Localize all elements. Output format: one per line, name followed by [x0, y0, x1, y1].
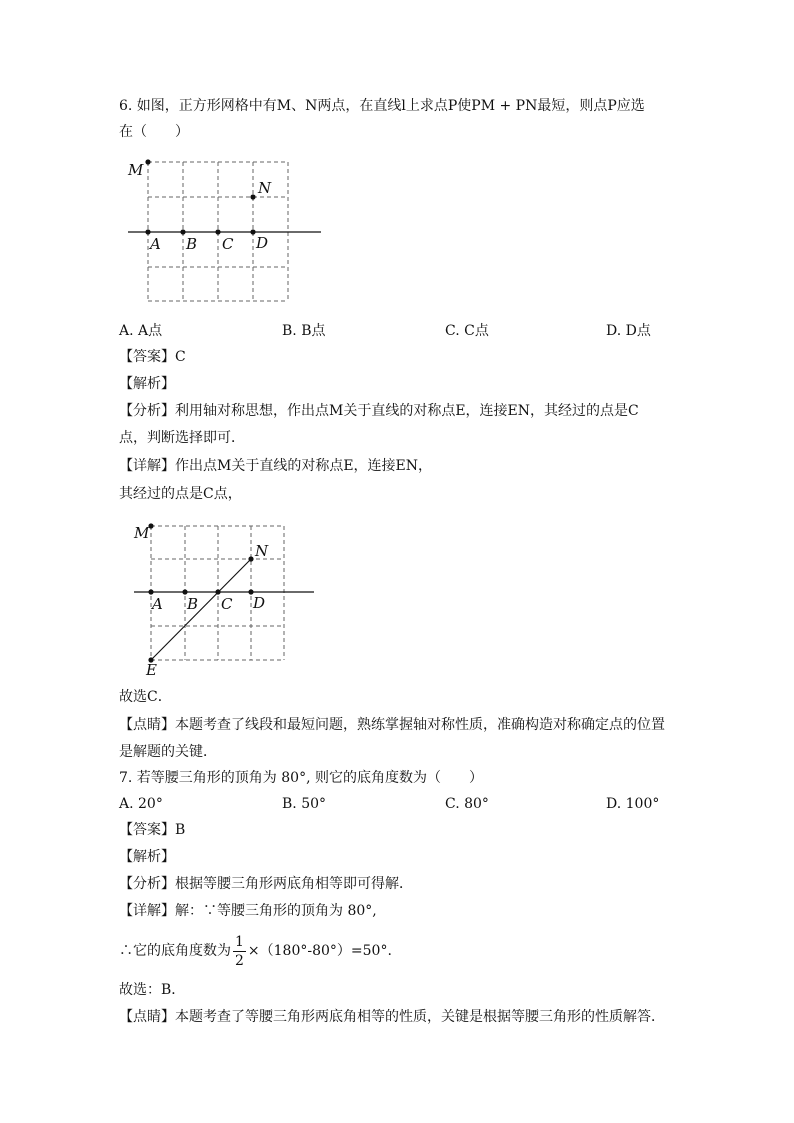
q6-dianjing-line1: 【点睛】本题考查了线段和最短问题，熟练掌握轴对称性质，准确构造对称确定点的位置	[119, 717, 665, 733]
fraction-denominator: 2	[235, 952, 244, 969]
point-c	[215, 229, 220, 234]
fraction-one-half	[233, 933, 246, 970]
q7-conclusion: 故选：B．	[119, 982, 186, 998]
q6-option-a: A. A点	[119, 323, 163, 339]
q6-stem-line2: 在（ ）	[119, 124, 189, 140]
q7-fenxi: 【分析】根据等腰三角形两底角相等即可得解．	[119, 876, 413, 892]
q7-xiangjie-prefix: ∴它的底角度数为	[119, 943, 231, 959]
point-n	[250, 194, 255, 199]
label-d: D	[253, 594, 266, 612]
label-n: N	[255, 542, 269, 560]
point-b	[182, 589, 187, 594]
point-a	[148, 589, 153, 594]
q6-fenxi-line1: 【分析】利用轴对称思想，作出点M关于直线的对称点E，连接EN，其经过的点是C	[119, 403, 639, 419]
fraction-numerator: 1	[235, 933, 244, 950]
q6-grid-figure	[120, 155, 330, 305]
q6-xiangjie-line1: 【详解】作出点M关于直线的对称点E，连接EN，	[119, 458, 433, 474]
q6-analysis-header: 【解析】	[119, 376, 175, 392]
q6-stem-line1: 6. 如图，正方形网格中有M、N两点，在直线l上求点P使PM + PN最短，则点P应选	[119, 98, 645, 114]
point-d	[250, 229, 255, 234]
q7-xiangjie-suffix: ×（180°-80°）=50°.	[247, 943, 392, 959]
label-b: B	[187, 595, 199, 613]
q6-option-d: D. D点	[606, 323, 651, 339]
q6-fenxi-line2: 点，判断选择即可．	[119, 430, 245, 446]
q7-xiangjie-line2	[119, 931, 392, 971]
q6-dianjing-line2: 是解题的关键．	[119, 744, 217, 760]
label-d: D	[256, 234, 269, 252]
q7-option-a: A. 20°	[119, 796, 163, 812]
q7-option-b: B. 50°	[282, 796, 327, 812]
q7-option-c: C. 80°	[445, 796, 489, 812]
q6-solution-figure	[128, 518, 328, 680]
q7-option-d: D. 100°	[606, 796, 660, 812]
label-a: A	[150, 235, 161, 253]
segment-en	[151, 559, 251, 660]
label-m: M	[128, 161, 144, 179]
q6-option-c: C. C点	[445, 323, 489, 339]
q7-stem: 7. 若等腰三角形的顶角为 80°, 则它的底角度数为（ ）	[119, 770, 483, 786]
q7-answer: 【答案】B	[119, 822, 186, 838]
q6-conclusion: 故选C．	[119, 689, 172, 705]
point-c	[215, 589, 220, 594]
label-c: C	[221, 595, 233, 613]
label-b: B	[186, 235, 198, 253]
label-a: A	[152, 595, 163, 613]
q7-analysis-header: 【解析】	[119, 849, 175, 865]
point-a	[145, 229, 150, 234]
label-e: E	[146, 661, 157, 679]
label-n: N	[258, 179, 272, 197]
q7-xiangjie-line1: 【详解】解：∵等腰三角形的顶角为 80°,	[119, 903, 377, 919]
label-m: M	[134, 524, 150, 542]
q6-option-b: B. B点	[282, 323, 326, 339]
point-b	[180, 229, 185, 234]
label-c: C	[222, 235, 234, 253]
q7-dianjing: 【点睛】本题考查了等腰三角形两底角相等的性质，关键是根据等腰三角形的性质解答．	[119, 1009, 665, 1025]
q6-xiangjie-line2: 其经过的点是C点，	[119, 486, 242, 502]
point-n	[248, 556, 253, 561]
point-m	[145, 159, 150, 164]
q6-answer: 【答案】C	[119, 349, 186, 365]
